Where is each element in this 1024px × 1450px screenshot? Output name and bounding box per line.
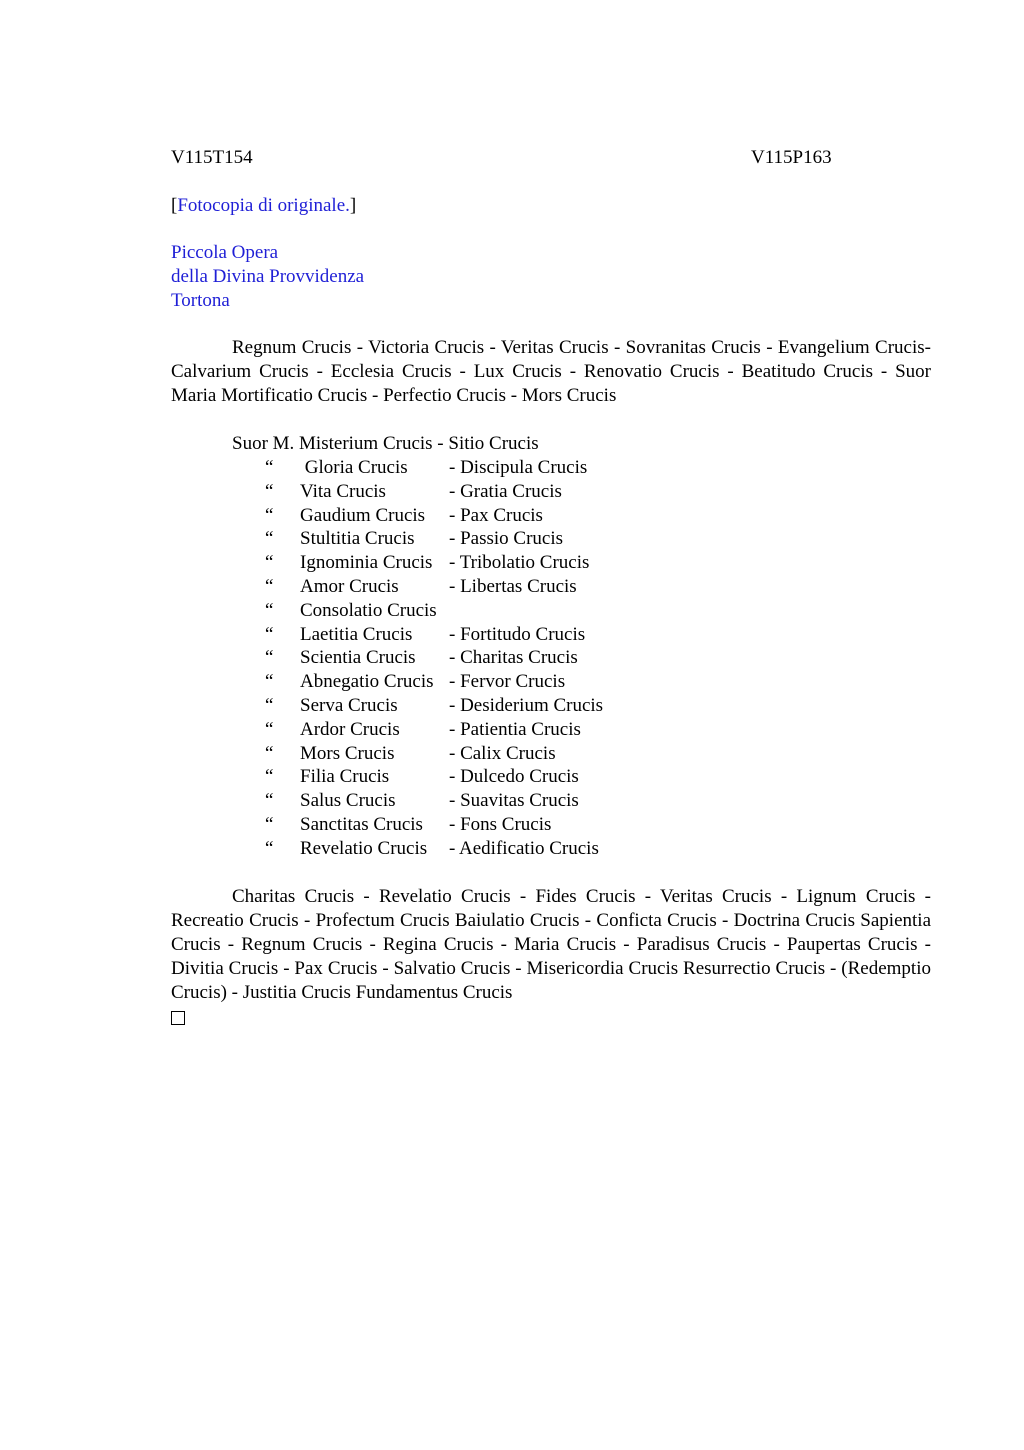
list-item-second-name: - Fons Crucis	[449, 813, 552, 835]
list-item	[171, 742, 931, 766]
list-item-second-name: - Discipula Crucis	[449, 457, 588, 478]
list-item-second-name: - Fortitudo Crucis	[449, 623, 586, 645]
list-item-name: Filia Crucis	[300, 766, 390, 788]
ditto-mark: “	[265, 647, 274, 669]
list-item-name: Revelatio Crucis	[300, 837, 428, 859]
ditto-mark: “	[265, 694, 274, 716]
ditto-mark: “	[265, 599, 274, 621]
list-item-second-name: - Charitas Crucis	[449, 647, 578, 669]
list-item-name: Laetitia Crucis	[300, 623, 413, 645]
list-item	[171, 789, 931, 813]
list-item-second-name: - Tribolatio Crucis	[449, 552, 590, 574]
paragraph-charitas: Charitas Crucis - Revelatio Crucis - Fides Crucis - Veritas Crucis - Lignum Crucis - Recreatio Crucis - Profectum Crucis Baiulatio Crucis - Conficta Crucis - Doctrina Crucis Sapientia Crucis - Regnum Crucis - Regina Crucis - Maria Crucis - Paradisus Crucis - Paupertas Crucis - Divitia Crucis - Pax Crucis - Salvatio Crucis - Misericordia Crucis Resurrectio Crucis - (Redemptio Crucis) - Justitia Crucis Fundamentus Crucis	[171, 885, 931, 1003]
end-box-symbol	[171, 1011, 185, 1025]
document-page	[171, 146, 931, 1025]
note-text: Fotocopia di originale.	[177, 195, 350, 216]
list-item-name: Gaudium Crucis	[300, 504, 426, 526]
list-item-name: Ardor Crucis	[300, 718, 400, 740]
list-item-second-name: - Patientia Crucis	[449, 718, 581, 740]
list-item	[171, 551, 931, 575]
list-item-second-name: - Dulcedo Crucis	[449, 766, 579, 788]
list-item	[171, 813, 931, 837]
list-item	[171, 694, 931, 718]
list-item	[171, 527, 931, 551]
list-item	[171, 575, 931, 599]
list-item-second-name: - Suavitas Crucis	[449, 790, 579, 812]
list-item-second-name: - Calix Crucis	[449, 742, 556, 764]
ditto-mark: “	[265, 480, 274, 502]
ditto-mark: “	[265, 575, 274, 597]
list-item	[171, 646, 931, 670]
list-item	[171, 456, 931, 480]
list-item-name: Gloria Crucis	[300, 457, 408, 478]
note-close-bracket: ]	[349, 195, 357, 216]
list-heading: Suor M. Misterium Crucis - Sitio Crucis	[232, 433, 539, 454]
ditto-mark: “	[265, 504, 274, 526]
list-item-name: Serva Crucis	[300, 694, 398, 716]
list-item-name: Abnegatio Crucis	[300, 671, 434, 693]
ditto-mark: “	[265, 837, 274, 859]
names-list	[171, 432, 931, 861]
list-rows	[171, 456, 931, 861]
list-item-name: Consolatio Crucis	[300, 599, 437, 621]
list-item-name: Scientia Crucis	[300, 647, 416, 669]
paragraph-regnum: Regnum Crucis - Victoria Crucis - Veritas Crucis - Sovranitas Crucis - Evangelium Crucis- Calvarium Crucis - Ecclesia Crucis - Lux Crucis - Renovatio Crucis - Beatitudo Crucis - Suor Maria Mortificatio Crucis - Perfectio Crucis - Mors Crucis	[171, 337, 931, 406]
list-item-second-name: - Libertas Crucis	[449, 575, 577, 597]
list-item-name: Vita Crucis	[300, 480, 386, 502]
ditto-mark: “	[265, 742, 274, 764]
ditto-mark: “	[265, 623, 274, 645]
ditto-mark: “	[265, 766, 274, 788]
list-item-name: Stultitia Crucis	[300, 528, 415, 550]
list-item-name: Sanctitas Crucis	[300, 813, 423, 835]
list-item-second-name: - Desiderium Crucis	[449, 694, 604, 716]
list-item-name: Ignominia Crucis	[300, 552, 433, 574]
ditto-mark: “	[265, 718, 274, 740]
ditto-mark: “	[265, 528, 274, 550]
reference-code-left: V115T154	[171, 147, 253, 168]
list-item	[171, 837, 931, 861]
list-item	[171, 765, 931, 789]
address-line-2: della Divina Provvidenza	[171, 266, 365, 287]
ditto-mark: “	[265, 671, 274, 693]
ditto-mark: “	[265, 552, 274, 574]
list-item	[171, 623, 931, 647]
list-item-second-name: - Passio Crucis	[449, 528, 563, 550]
reference-header	[171, 146, 931, 170]
list-item-second-name: - Pax Crucis	[449, 504, 543, 526]
list-item-name: Amor Crucis	[300, 575, 399, 597]
address-line-1: Piccola Opera	[171, 242, 279, 263]
note-open-bracket: [	[171, 195, 178, 216]
sender-address	[171, 241, 931, 313]
ditto-mark: “	[265, 457, 274, 478]
ditto-mark: “	[265, 790, 274, 812]
list-item	[171, 504, 931, 528]
address-line-3: Tortona	[171, 290, 230, 311]
list-item-name: Mors Crucis	[300, 742, 395, 764]
photocopy-note	[171, 194, 931, 218]
list-item-second-name: - Aedificatio Crucis	[449, 837, 599, 859]
list-item-name: Salus Crucis	[300, 790, 396, 812]
list-item-second-name: - Fervor Crucis	[449, 671, 566, 693]
list-item	[171, 718, 931, 742]
ditto-mark: “	[265, 813, 274, 835]
list-item	[171, 599, 931, 623]
list-item	[171, 670, 931, 694]
list-item-second-name: - Gratia Crucis	[449, 480, 562, 502]
reference-code-right: V115P163	[751, 147, 832, 168]
list-item	[171, 480, 931, 504]
